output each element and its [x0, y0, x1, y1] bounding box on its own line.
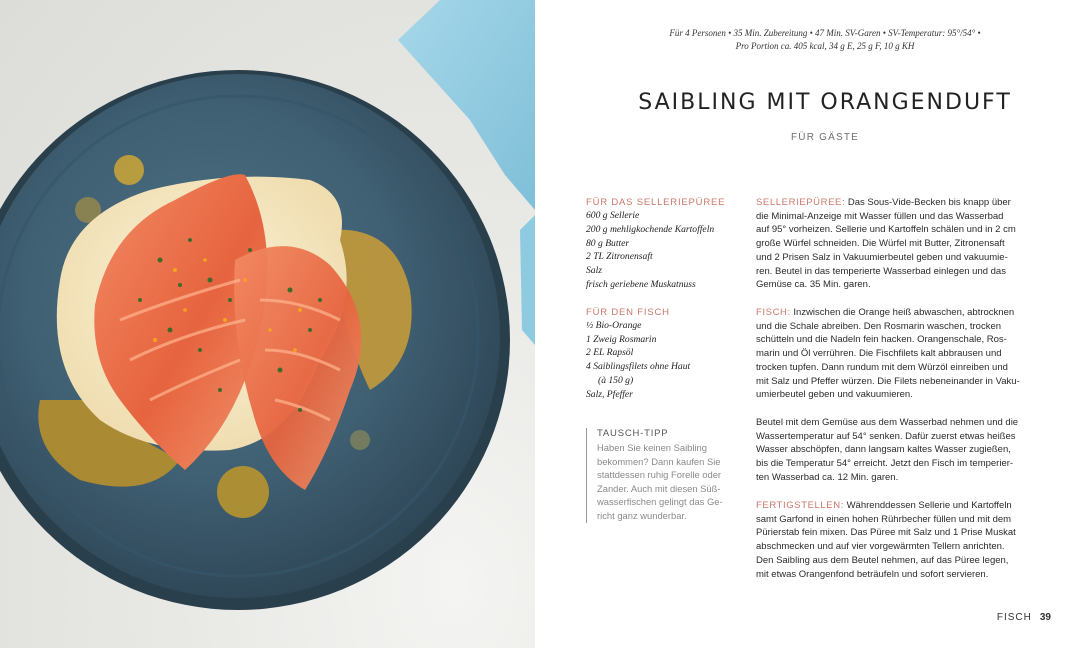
tip-text-line: richt ganz wunderbar. — [597, 509, 687, 521]
ingredient-item: 4 Saiblingsfilets ohne Haut — [586, 361, 691, 372]
tip-heading: TAUSCH-TIPP — [597, 428, 669, 439]
step-text-line: Beutel mit dem Gemüse aus dem Wasserbad nehmen und die — [756, 417, 1019, 428]
tip-text-line: wasserfischen gelingt das Ge- — [597, 496, 723, 508]
step-text-line: und die Schale abreiben. Den Rosmarin waschen, trocken — [756, 320, 1002, 332]
step-text-line: bis die Temperatur 54° erreicht. Jetzt den Fisch im temperier- — [756, 458, 1014, 470]
ingredient-item: 1 Zweig Rosmarin — [586, 334, 657, 345]
step-text-line: mit etwas Orangenfond beträufeln und sofort servieren. — [756, 568, 989, 580]
tip-text-line: Zander. Auch mit diesen Süß- — [597, 482, 721, 494]
ingredient-item: ½ Bio-Orange — [586, 320, 642, 331]
step-text-line: Währenddessen Sellerie und Kartoffeln — [846, 500, 1012, 511]
step-finish — [756, 499, 1036, 581]
step-text-line: große Würfel schneiden. Die Würfel mit Butter, Zitronensaft — [756, 238, 1005, 250]
step-lead: FERTIGSTELLEN: — [756, 500, 844, 511]
step-text-line: Inzwischen die Orange heiß abwaschen, abtrocknen — [793, 307, 1015, 318]
tip-text-line: Haben Sie keinen Saibling — [597, 442, 707, 453]
ingredient-item: 200 g mehligkochende Kartoffeln — [586, 224, 715, 235]
step-text-line: Wasser abschöpfen, dann langsam kaltes Wasser zugießen, — [756, 444, 1011, 456]
step-text-line: samt Garfond in einen hohen Rührbecher füllen und mit dem — [756, 513, 1012, 525]
ingredients-heading-fish: FÜR DEN FISCH — [586, 307, 670, 318]
step-puree — [756, 196, 1036, 292]
step-text-line: ren. Beutel in das temperierte Wasserbad einlegen und das — [756, 265, 1006, 277]
step-water-bath — [756, 416, 1036, 485]
step-text-line: ten Wasserbad ca. 12 Min. garen. — [756, 471, 899, 483]
tip-text-line: stattdessen ruhig Forelle oder — [597, 469, 722, 481]
ingredient-item: 2 TL Zitronensaft — [586, 251, 653, 262]
ingredient-item: (à 150 g) — [598, 375, 634, 386]
page-footer — [997, 612, 1051, 623]
recipe-subtitle: FÜR GÄSTE — [790, 132, 860, 143]
step-fish — [756, 306, 1036, 402]
ingredient-item: 80 g Butter — [586, 238, 630, 249]
step-text-line: schütteln und die Nadeln fein hacken. Orangenschale, Ros- — [756, 334, 1007, 346]
step-text-line: marin und Öl verrühren. Die Fischfilets kalt abbrausen und — [756, 348, 1002, 360]
step-text-line: Das Sous-Vide-Becken bis knapp über — [847, 197, 1011, 208]
nutrition-line: Pro Portion ca. 405 kcal, 34 g E, 25 g F, 10 g KH — [735, 41, 915, 51]
step-lead: FISCH: — [756, 307, 791, 318]
tip-text-line: bekommen? Dann kaufen Sie — [597, 455, 721, 467]
recipe-page — [535, 0, 1069, 648]
step-text-line: umierbeutel geben und vakuumieren. — [756, 389, 913, 401]
ingredient-item: 2 EL Rapsöl — [586, 347, 634, 358]
ingredient-item: Salz — [586, 265, 602, 276]
section-name: FISCH — [996, 612, 1032, 623]
swap-tip-box — [586, 428, 747, 523]
step-text-line: Wassertemperatur auf 54° senken. Dafür zuerst etwas heißes — [756, 430, 1016, 442]
step-lead: SELLERIEPÜREE: — [756, 197, 846, 208]
step-text-line: abschmecken und auf vier vorgewärmten Tellern anrichten. — [756, 541, 1005, 553]
ingredient-item: frisch geriebene Muskatnuss — [586, 279, 696, 290]
step-text-line: auf 95° vorheizen. Sellerie und Kartoffeln schälen und in 2 cm — [756, 224, 1016, 236]
step-text-line: Den Saibling aus dem Beutel nehmen, auf das Püree legen, — [756, 554, 1009, 566]
step-text-line: trocken tupfen. Dann rundum mit dem Würzöl einreiben und — [756, 361, 1008, 373]
page-number: 39 — [1039, 612, 1051, 623]
ingredient-item: 600 g Sellerie — [586, 210, 640, 221]
step-text-line: Gemüse ca. 35 Min. garen. — [756, 279, 871, 291]
ingredients-heading-puree: FÜR DAS SELLERIEPÜREE — [586, 197, 726, 208]
step-text-line: mit Salz und Pfeffer würzen. Die Filets nebeneinander in Vaku- — [756, 375, 1020, 387]
recipe-meta-line: Für 4 Personen • 35 Min. Zubereitung • 47 Min. SV-Garen • SV-Temperatur: 95°/54° • — [669, 28, 981, 38]
step-text-line: und 2 Prisen Salz in Vakuumierbeutel geben und vakuumie- — [756, 251, 1008, 263]
step-text-line: Pürierstab fein mixen. Das Püree mit Salz und 1 Prise Muskat — [756, 527, 1016, 539]
step-text-line: die Minimal-Anzeige mit Wasser füllen und das Wasserbad — [756, 210, 1004, 222]
ingredient-item: Salz, Pfeffer — [586, 389, 633, 400]
recipe-title: SAIBLING MIT ORANGENDUFT — [638, 90, 1012, 115]
